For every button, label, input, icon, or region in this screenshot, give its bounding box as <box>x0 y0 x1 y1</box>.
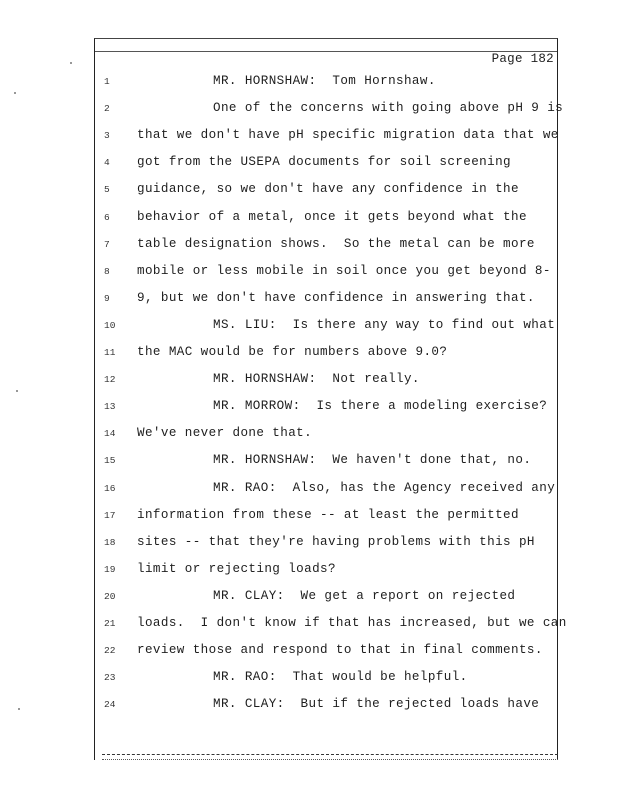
transcript-line <box>0 697 600 717</box>
line-number: 3 <box>104 130 110 142</box>
line-text: MR. HORNSHAW: We haven't done that, no. <box>213 453 532 468</box>
line-text: the MAC would be for numbers above 9.0? <box>137 345 448 359</box>
transcript-line <box>0 318 600 338</box>
transcript-line <box>0 481 600 501</box>
transcript-line <box>0 670 600 690</box>
line-number: 9 <box>104 292 110 304</box>
line-number: 10 <box>104 319 116 331</box>
line-text: table designation shows. So the metal can be more <box>137 236 535 251</box>
line-number: 6 <box>104 211 110 223</box>
line-number: 24 <box>104 699 116 711</box>
line-number: 17 <box>104 509 116 521</box>
line-text: guidance, so we don't have any confidence in the <box>137 182 519 197</box>
transcript-line <box>0 128 600 148</box>
transcript-line <box>0 643 600 663</box>
transcript-line <box>0 372 600 392</box>
line-number: 14 <box>104 428 116 440</box>
line-number: 18 <box>104 536 116 548</box>
line-text: loads. I don't know if that has increased, but we can <box>137 616 567 630</box>
transcript-line <box>0 101 600 121</box>
line-number: 12 <box>104 374 116 386</box>
transcript-line <box>0 616 600 636</box>
line-text: We've never done that. <box>137 426 313 441</box>
line-text: 9, but we don't have confidence in answering that. <box>137 290 535 305</box>
line-text: limit or rejecting loads? <box>137 561 336 576</box>
transcript-line <box>0 264 600 284</box>
line-text: sites -- that they're having problems with this pH <box>137 534 535 549</box>
line-text: information from these -- at least the permitted <box>137 507 519 522</box>
transcript-line <box>0 155 600 175</box>
scan-speck <box>14 92 16 94</box>
line-text: MR. RAO: Also, has the Agency received any <box>213 480 556 495</box>
bottom-rule-dotted <box>102 759 558 760</box>
transcript-line <box>0 508 600 528</box>
line-number: 11 <box>104 347 116 358</box>
scan-speck <box>18 708 20 710</box>
line-number: 19 <box>104 563 116 575</box>
line-number: 4 <box>104 157 110 169</box>
line-text: MS. LIU: Is there any way to find out what <box>213 317 556 332</box>
transcript-line <box>0 399 600 419</box>
line-number: 23 <box>104 672 116 684</box>
line-text: One of the concerns with going above pH 9 is <box>213 101 564 116</box>
line-number: 1 <box>104 76 110 87</box>
transcript-line <box>0 237 600 257</box>
line-text: behavior of a metal, once it gets beyond what the <box>137 209 527 224</box>
line-text: MR. HORNSHAW: Not really. <box>213 372 420 387</box>
transcript-line <box>0 291 600 311</box>
line-number: 21 <box>104 618 116 629</box>
line-number: 13 <box>104 401 116 413</box>
transcript-line <box>0 74 600 94</box>
page-number: Page 182 <box>491 52 554 66</box>
line-number: 22 <box>104 645 116 657</box>
line-text: that we don't have pH specific migration data that we <box>137 128 559 143</box>
transcript-line <box>0 426 600 446</box>
line-text: MR. MORROW: Is there a modeling exercise? <box>213 399 548 414</box>
transcript-line <box>0 345 600 365</box>
transcript-line <box>0 210 600 230</box>
line-text: MR. CLAY: But if the rejected loads have <box>213 697 540 712</box>
transcript-line <box>0 453 600 473</box>
transcript-line <box>0 182 600 202</box>
line-number: 2 <box>104 103 110 115</box>
line-text: review those and respond to that in final comments. <box>137 643 543 658</box>
line-number: 16 <box>104 482 116 494</box>
line-number: 7 <box>104 238 110 250</box>
line-text: got from the USEPA documents for soil screening <box>137 155 512 170</box>
line-text: mobile or less mobile in soil once you get beyond 8- <box>137 263 551 278</box>
scan-speck <box>16 390 18 392</box>
line-text: MR. HORNSHAW: Tom Hornshaw. <box>213 74 436 88</box>
line-number: 8 <box>104 265 110 277</box>
transcript-line <box>0 589 600 609</box>
line-number: 5 <box>104 184 110 196</box>
top-rule <box>95 51 557 52</box>
transcript-line <box>0 535 600 555</box>
line-number: 15 <box>104 455 116 467</box>
transcript-line <box>0 562 600 582</box>
line-text: MR. RAO: That would be helpful. <box>213 670 468 685</box>
line-text: MR. CLAY: We get a report on rejected <box>213 588 516 603</box>
line-number: 20 <box>104 590 116 602</box>
scan-speck <box>70 62 72 64</box>
bottom-rule <box>102 754 558 755</box>
